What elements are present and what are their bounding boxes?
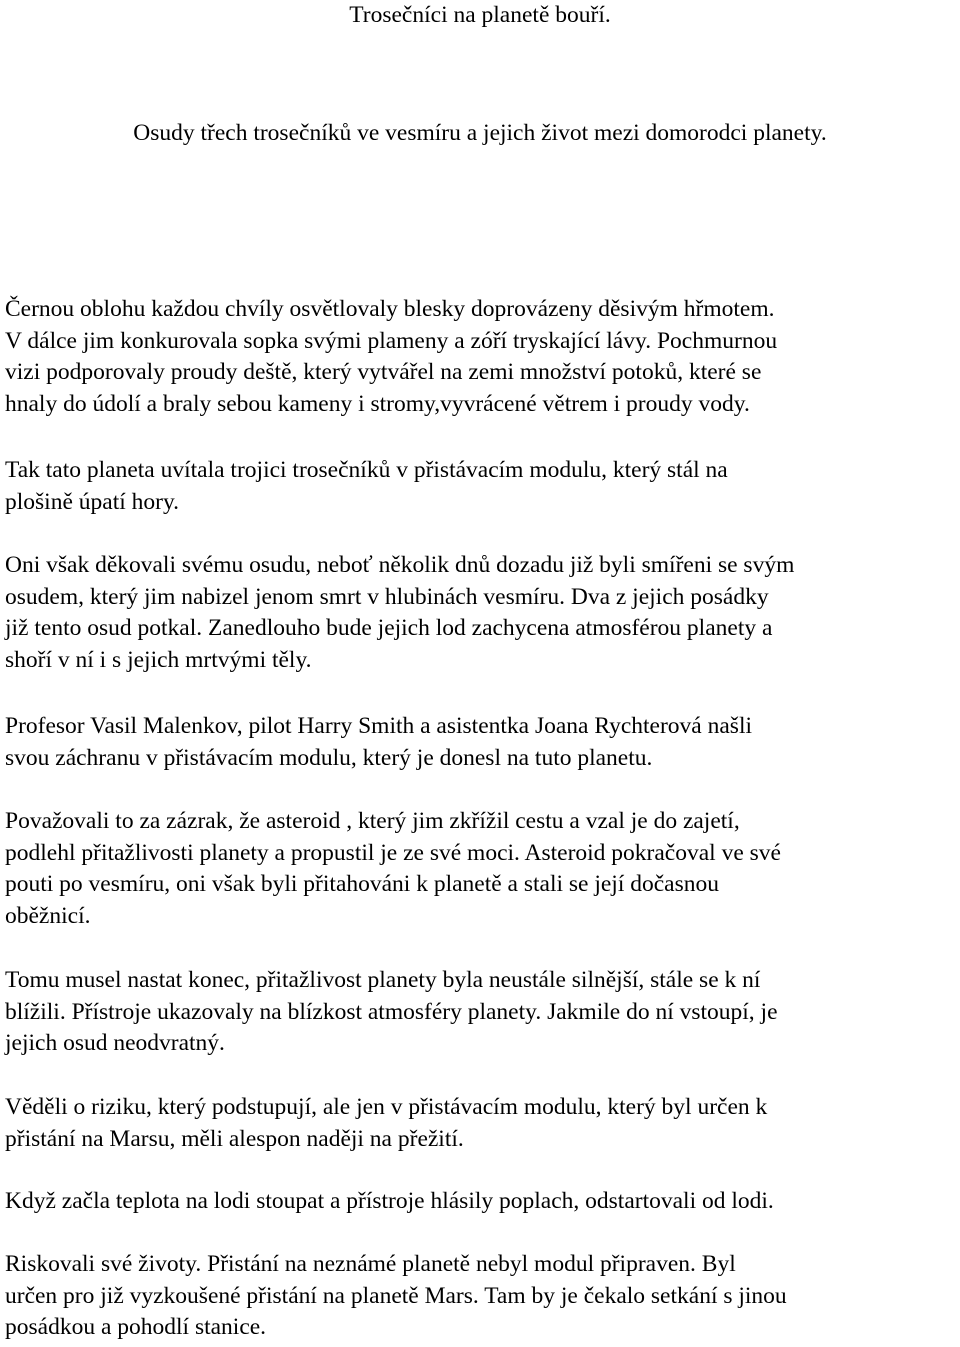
paragraph-line: jejich osud neodvratný. xyxy=(5,1030,225,1057)
paragraph xyxy=(5,455,957,518)
paragraph-line: Tomu musel nastat konec, přitažlivost planety byla neustále silnější, stále se k ní xyxy=(5,967,761,993)
paragraph xyxy=(5,711,957,774)
paragraph xyxy=(5,1186,957,1218)
paragraph-line: svou záchranu v přistávacím modulu, který je donesl na tuto planetu. xyxy=(5,744,653,771)
paragraph-line: shoří v ní i s jejich mrtvými těly. xyxy=(5,647,312,674)
paragraph-line: oběžnicí. xyxy=(5,903,91,930)
paragraph-line: blížili. Přístroje ukazovaly na blízkost atmosféry planety. Jakmile do ní vstoupí, je xyxy=(5,998,778,1025)
paragraph-line: již tento osud potkal. Zanedlouho bude jejich lod zachycena atmosférou planety a xyxy=(5,615,773,642)
paragraph-line: Riskovali své životy. Přistání na neznámé planetě nebyl modul připraven. Byl xyxy=(5,1251,736,1277)
document-title: Trosečníci na planetě bouří. xyxy=(349,2,611,28)
paragraph-line: posádkou a pohodlí stanice. xyxy=(5,1314,267,1341)
paragraph-line: Oni však děkovali svému osudu, neboť několik dnů dozadu již byli smířeni se svým xyxy=(5,552,795,578)
paragraph-line: Profesor Vasil Malenkov, pilot Harry Smith a asistentka Joana Rychterová našli xyxy=(5,713,752,739)
paragraph-line: plošině úpatí hory. xyxy=(5,488,180,515)
paragraph-line: přistání na Marsu, měli alespon naději na přežití. xyxy=(5,1125,464,1152)
paragraph-line: vizi podporovaly proudy deště, který vytvářel na zemi množství potoků, které se xyxy=(5,359,762,386)
paragraph-line: Když začla teplota na lodi stoupat a přístroje hlásily poplach, odstartovali od lodi. xyxy=(5,1188,774,1214)
paragraph xyxy=(5,294,957,421)
paragraph-line: Věděli o riziku, který podstupují, ale jen v přistávacím modulu, který byl určen k xyxy=(5,1094,768,1120)
paragraph-line: Černou oblohu každou chvíly osvětlovaly blesky doprovázeny děsivým hřmotem. xyxy=(5,296,775,322)
paragraph-line: V dálce jim konkurovala sopka svými plameny a zóří tryskající lávy. Pochmurnou xyxy=(5,327,778,354)
document-subtitle: Osudy třech trosečníků ve vesmíru a jejich život mezi domorodci planety. xyxy=(133,120,827,146)
paragraph-line: určen pro již vyzkoušené přistání na planetě Mars. Tam by je čekalo setkání s jinou xyxy=(5,1282,787,1309)
paragraph-line: Tak tato planeta uvítala trojici trosečníků v přistávacím modulu, který stál na xyxy=(5,457,728,483)
paragraph-line: Považovali to za zázrak, že asteroid , který jim zkřížil cestu a vzal je do zajetí, xyxy=(5,808,740,834)
paragraph xyxy=(5,550,957,677)
paragraph xyxy=(5,965,957,1060)
paragraph-line: podlehl přitažlivosti planety a propustil je ze své moci. Asteroid pokračoval ve své xyxy=(5,839,781,866)
paragraph-line: osudem, který jim nabizel jenom smrt v hlubinách vesmíru. Dva z jejich posádky xyxy=(5,583,769,610)
paragraph xyxy=(5,1249,957,1344)
paragraph xyxy=(5,1092,957,1155)
paragraph xyxy=(5,806,957,933)
paragraph-line: hnaly do údolí a braly sebou kameny i stromy,vyvrácené větrem i proudy vody. xyxy=(5,391,750,418)
paragraph-line: pouti po vesmíru, oni však byli přitahováni k planetě a stali se její dočasnou xyxy=(5,871,719,898)
